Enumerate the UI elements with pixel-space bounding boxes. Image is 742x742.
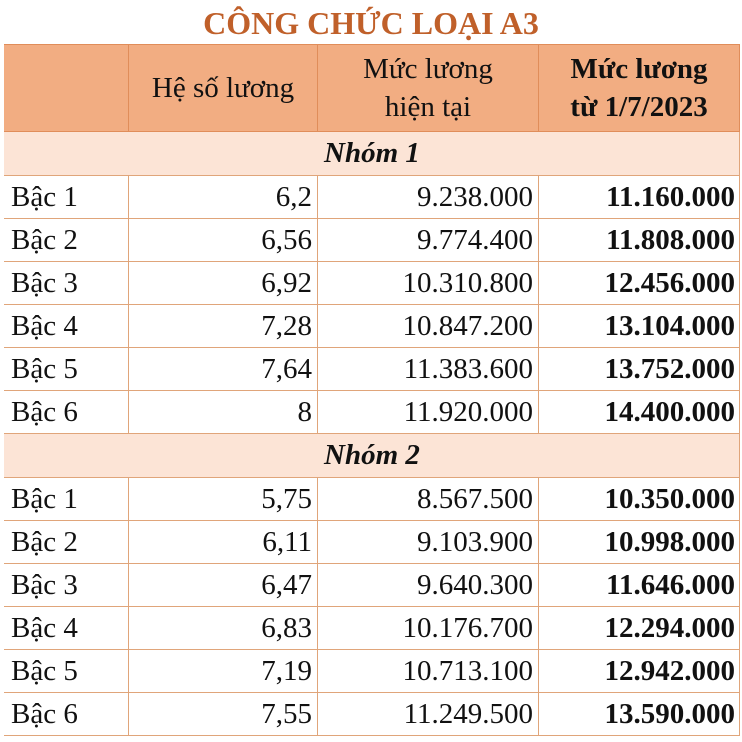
new-salary-cell: 10.998.000	[539, 521, 740, 564]
header-new-salary	[539, 45, 740, 132]
new-salary-cell: 11.808.000	[539, 219, 740, 262]
new-salary-cell: 13.104.000	[539, 305, 740, 348]
header-new-line2: từ 1/7/2023	[570, 91, 708, 123]
coefficient-cell: 7,55	[129, 693, 318, 736]
table-row	[5, 305, 740, 348]
group-row	[5, 132, 740, 176]
header-new-line1: Mức lương	[570, 53, 708, 85]
table-row	[5, 650, 740, 693]
coefficient-cell: 6,92	[129, 262, 318, 305]
table-row	[5, 176, 740, 219]
table-row	[5, 564, 740, 607]
new-salary-cell: 11.160.000	[539, 176, 740, 219]
grade-label: Bậc 6	[5, 391, 129, 434]
new-salary-cell: 13.752.000	[539, 348, 740, 391]
table-row	[5, 607, 740, 650]
grade-label: Bậc 1	[5, 478, 129, 521]
header-blank-cell	[5, 45, 129, 132]
new-salary-cell: 12.294.000	[539, 607, 740, 650]
table-row	[5, 348, 740, 391]
new-salary-cell: 14.400.000	[539, 391, 740, 434]
current-salary-cell: 10.310.800	[318, 262, 539, 305]
header-current-line1: Mức lương	[363, 53, 493, 85]
grade-label: Bậc 5	[5, 650, 129, 693]
group-label: Nhóm 1	[5, 132, 740, 176]
coefficient-cell: 7,64	[129, 348, 318, 391]
coefficient-cell: 6,47	[129, 564, 318, 607]
grade-label: Bậc 2	[5, 521, 129, 564]
grade-label: Bậc 4	[5, 305, 129, 348]
new-salary-cell: 10.350.000	[539, 478, 740, 521]
grade-label: Bậc 2	[5, 219, 129, 262]
current-salary-cell: 9.103.900	[318, 521, 539, 564]
current-salary-cell: 11.920.000	[318, 391, 539, 434]
new-salary-cell: 13.590.000	[539, 693, 740, 736]
grade-label: Bậc 6	[5, 693, 129, 736]
salary-table	[4, 44, 740, 736]
grade-label: Bậc 3	[5, 564, 129, 607]
header-coefficient	[129, 45, 318, 132]
new-salary-cell: 12.456.000	[539, 262, 740, 305]
header-current-line2: hiện tại	[384, 91, 472, 123]
coefficient-cell: 6,83	[129, 607, 318, 650]
current-salary-cell: 11.383.600	[318, 348, 539, 391]
new-salary-cell: 11.646.000	[539, 564, 740, 607]
table-row	[5, 391, 740, 434]
current-salary-cell: 10.176.700	[318, 607, 539, 650]
grade-label: Bậc 1	[5, 176, 129, 219]
header-coefficient-label: Hệ số lương	[151, 72, 295, 104]
current-salary-cell: 11.249.500	[318, 693, 539, 736]
current-salary-cell: 8.567.500	[318, 478, 539, 521]
coefficient-cell: 8	[129, 391, 318, 434]
current-salary-cell: 9.640.300	[318, 564, 539, 607]
group-row	[5, 434, 740, 478]
grade-label: Bậc 4	[5, 607, 129, 650]
new-salary-cell: 12.942.000	[539, 650, 740, 693]
table-row	[5, 262, 740, 305]
grade-label: Bậc 3	[5, 262, 129, 305]
table-title: CÔNG CHỨC LOẠI A3	[203, 5, 539, 41]
current-salary-cell: 9.774.400	[318, 219, 539, 262]
current-salary-cell: 10.847.200	[318, 305, 539, 348]
table-row	[5, 521, 740, 564]
current-salary-cell: 10.713.100	[318, 650, 539, 693]
coefficient-cell: 6,11	[129, 521, 318, 564]
current-salary-cell: 9.238.000	[318, 176, 539, 219]
table-row	[5, 478, 740, 521]
coefficient-cell: 7,28	[129, 305, 318, 348]
coefficient-cell: 6,56	[129, 219, 318, 262]
coefficient-cell: 7,19	[129, 650, 318, 693]
coefficient-cell: 5,75	[129, 478, 318, 521]
table-row	[5, 693, 740, 736]
coefficient-cell: 6,2	[129, 176, 318, 219]
table-row	[5, 219, 740, 262]
group-label: Nhóm 2	[5, 434, 740, 478]
grade-label: Bậc 5	[5, 348, 129, 391]
header-current-salary	[318, 45, 539, 132]
header-row	[5, 45, 740, 132]
